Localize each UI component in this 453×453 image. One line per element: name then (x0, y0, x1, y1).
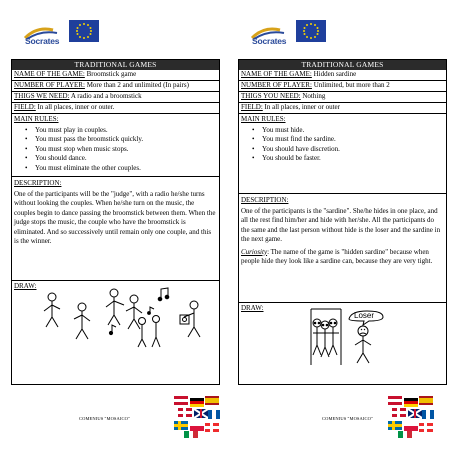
game-card-hidden-sardine (236, 0, 449, 453)
players-value: Unlimited, but more than 2 (311, 81, 390, 89)
countries-flags-icon (388, 396, 434, 438)
game-sheet (11, 59, 220, 385)
socrates-logo (21, 20, 101, 54)
dancing-couples-drawing (34, 285, 209, 351)
things-value: A radio and a broomstick (69, 92, 142, 100)
game-name-row (239, 70, 446, 81)
game-name-value: Broomstick game (84, 70, 137, 78)
game-name-value: Hidden sardine (311, 70, 357, 78)
players-row (239, 81, 446, 92)
field-label: FIELD: (14, 103, 36, 111)
rule-item: • You must stop when music stops. (25, 145, 217, 155)
players-label: NUMBER OF PLAYER: (14, 81, 85, 89)
eu-flag-icon (296, 20, 326, 42)
field-row (239, 103, 446, 114)
draw-label: DRAW: (14, 282, 37, 290)
things-value: Nothing (300, 92, 326, 100)
rules-label: MAIN RULES: (14, 115, 59, 123)
draw-label: DRAW: (241, 304, 264, 312)
rule-item: • You must find the sardine. (252, 135, 444, 145)
countries-flags-icon (174, 396, 220, 438)
field-value: In all places, inner or outer. (35, 103, 115, 111)
rules-section (12, 114, 219, 177)
rules-section (239, 114, 446, 194)
curiosity-paragraph (241, 248, 444, 267)
players-label: NUMBER OF PLAYER: (241, 81, 312, 89)
footer-text: COMENIUS "MOSAICO" (79, 416, 130, 421)
field-value: In all places, inner or outer (262, 103, 340, 111)
players-value: More than 2 and unlimited (In pairs) (84, 81, 189, 89)
curiosity-text: : The name of the game is "hidden sardine" because when people hide they look like a sardine can, because they are very tight. (241, 247, 433, 265)
eu-flag-icon (69, 20, 99, 42)
logo-text: Socrates (252, 36, 287, 46)
description-section (239, 194, 446, 303)
description-label: DESCRIPTION: (241, 196, 289, 204)
rule-item: • You must hide. (252, 126, 444, 136)
game-name-label: NAME OF THE GAME: (14, 70, 85, 78)
rule-item: • You should be faster. (252, 154, 444, 164)
curiosity-label: Curiosity (241, 247, 268, 256)
description-text: One of the participants is the "sardine". She/he hides in one place, and all the rest find him/her and hide with her/she. All the participants do the same and the last person without hide is the loser and the sardine in the next game. (241, 206, 441, 243)
things-label: THIGS WE NEED: (14, 92, 70, 100)
rule-item: • You must eliminate the other couples. (25, 164, 217, 174)
game-name-row (12, 70, 219, 81)
game-card-broomstick (9, 0, 222, 453)
description-section (12, 177, 219, 281)
rule-item: • You must pass the broomstick quickly. (25, 135, 217, 145)
field-label: FIELD: (241, 103, 263, 111)
things-row (239, 92, 446, 103)
rules-list (14, 126, 217, 174)
sheet-title: TRADITIONAL GAMES (239, 60, 446, 70)
description-label: DESCRIPTION: (14, 179, 62, 187)
draw-section (12, 281, 219, 292)
logo-text: Socrates (25, 36, 60, 46)
description-text: One of the participants will be the "judge", with a radio he/she turns without looking the couples. When he/she turn on the music, the couples begin to dance passing the broomstick between them. When the judge stops the music, the couple who have the broomstick is eliminated. And so successively until remain only one couple, and this is the winner. (14, 189, 216, 245)
socrates-logo (248, 20, 328, 54)
footer-text: COMENIUS "MOSAICO" (322, 416, 373, 421)
rule-item: • You must play in couples. (25, 126, 217, 136)
sheet-title: TRADITIONAL GAMES (12, 60, 219, 70)
things-label: THIGS YOU NEED: (241, 92, 301, 100)
rule-item: • You should have discretion. (252, 145, 444, 155)
rule-item: • You should dance. (25, 154, 217, 164)
field-row (12, 103, 219, 114)
rules-label: MAIN RULES: (241, 115, 286, 123)
players-row (12, 81, 219, 92)
loser-label: Loser (354, 311, 375, 320)
things-row (12, 92, 219, 103)
draw-section (239, 303, 446, 320)
hidden-sardine-drawing (289, 305, 399, 367)
game-sheet (238, 59, 447, 385)
game-name-label: NAME OF THE GAME: (241, 70, 312, 78)
rules-list (241, 126, 444, 164)
